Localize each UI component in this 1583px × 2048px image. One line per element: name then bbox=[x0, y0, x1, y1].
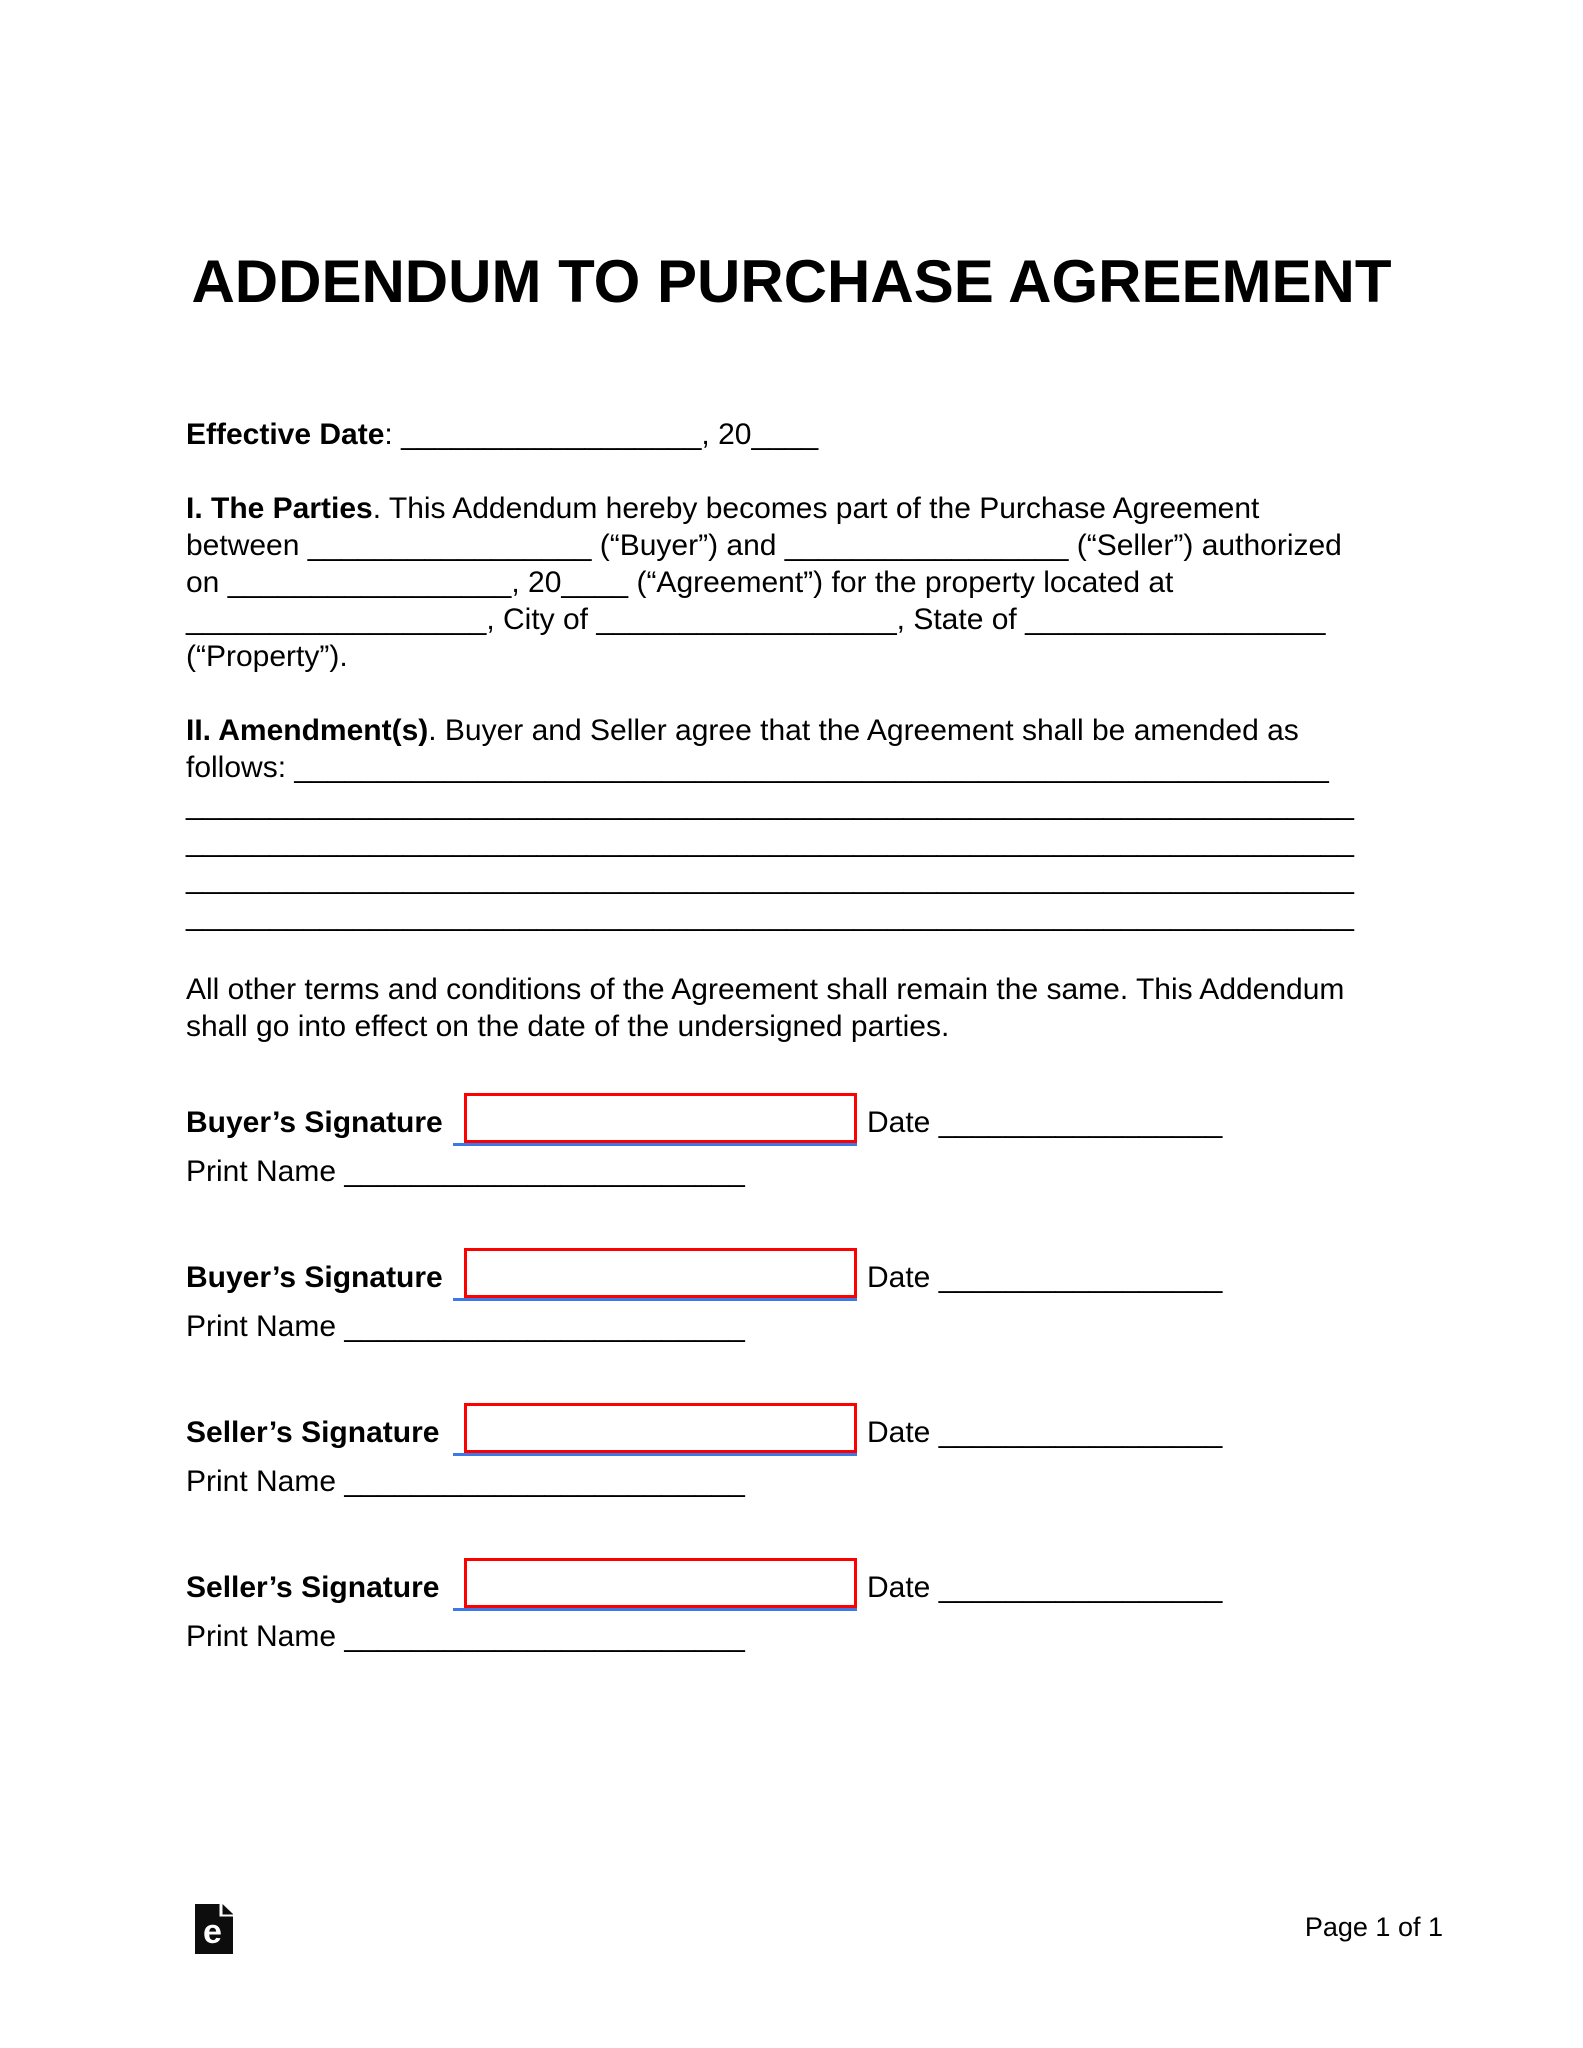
signature-row bbox=[186, 1403, 1397, 1453]
amendments-blank-line: ______________________________________________________________________ bbox=[186, 825, 1354, 858]
buyer-signature-block-2 bbox=[186, 1248, 1397, 1345]
parties-line-1: I. The Parties. This Addendum hereby becomes part of the Purchase Agreement bbox=[186, 492, 1260, 525]
signature-field[interactable] bbox=[464, 1248, 857, 1298]
amendments-paragraph bbox=[186, 712, 1397, 934]
seller-signature-block-1 bbox=[186, 1403, 1397, 1500]
signature-field[interactable] bbox=[464, 1093, 857, 1143]
date-blank: _________________ bbox=[938, 1261, 1223, 1294]
effective-date-line bbox=[186, 416, 1397, 453]
logo-letter: e bbox=[203, 1913, 222, 1951]
signature-row bbox=[186, 1093, 1397, 1143]
effective-date-label: Effective Date bbox=[186, 418, 385, 451]
signature-row bbox=[186, 1248, 1397, 1298]
buyer-signature-label: Buyer’s Signature bbox=[186, 1106, 443, 1139]
print-name-blank: ________________________ bbox=[344, 1465, 745, 1498]
eforms-logo-icon bbox=[195, 1904, 233, 1954]
date-blank: _________________ bbox=[938, 1106, 1223, 1139]
parties-line-3: on _________________, 20____ (“Agreement”) for the property located at bbox=[186, 566, 1174, 599]
date-line: Date _________________ bbox=[867, 1261, 1223, 1294]
date-blank: _________________ bbox=[938, 1416, 1223, 1449]
date-line: Date _________________ bbox=[867, 1571, 1223, 1604]
amendments-line-1: II. Amendment(s). Buyer and Seller agree that the Agreement shall be amended as bbox=[186, 714, 1299, 747]
print-name-line: Print Name ________________________ bbox=[186, 1620, 745, 1653]
print-name-line: Print Name ________________________ bbox=[186, 1465, 745, 1498]
signature-row bbox=[186, 1558, 1397, 1608]
parties-heading: I. The Parties bbox=[186, 492, 373, 525]
effective-date-blank: : __________________, 20____ bbox=[384, 418, 819, 451]
parties-paragraph bbox=[186, 490, 1397, 675]
amendments-blank-line: ______________________________________________________________________ bbox=[186, 899, 1354, 932]
page-number: Page 1 of 1 bbox=[1304, 1912, 1443, 1942]
parties-line-5: (“Property”). bbox=[186, 640, 348, 673]
amendments-blank-line: ______________________________________________________________________ bbox=[186, 788, 1354, 821]
date-line: Date _________________ bbox=[867, 1416, 1223, 1449]
seller-signature-label: Seller’s Signature bbox=[186, 1416, 440, 1449]
date-blank: _________________ bbox=[938, 1571, 1223, 1604]
print-name-line: Print Name ________________________ bbox=[186, 1155, 745, 1188]
terms-line-2: shall go into effect on the date of the undersigned parties. bbox=[186, 1010, 950, 1043]
seller-signature-block-2 bbox=[186, 1558, 1397, 1655]
amendments-line-2: follows: ______________________________________________________________ bbox=[186, 751, 1329, 784]
print-name-blank: ________________________ bbox=[344, 1620, 745, 1653]
amendments-blank-line: ______________________________________________________________________ bbox=[186, 862, 1354, 895]
date-line: Date _________________ bbox=[867, 1106, 1223, 1139]
buyer-signature-block-1 bbox=[186, 1093, 1397, 1190]
terms-line-1: All other terms and conditions of the Agreement shall remain the same. This Addendum bbox=[186, 973, 1345, 1006]
document-title: ADDENDUM TO PURCHASE AGREEMENT bbox=[191, 248, 1392, 315]
parties-line-4: __________________, City of __________________, State of __________________ bbox=[186, 603, 1326, 636]
signature-field[interactable] bbox=[464, 1558, 857, 1608]
print-name-blank: ________________________ bbox=[344, 1155, 745, 1188]
amendments-heading: II. Amendment(s) bbox=[186, 714, 429, 747]
print-name-blank: ________________________ bbox=[344, 1310, 745, 1343]
signature-field[interactable] bbox=[464, 1403, 857, 1453]
print-name-line: Print Name ________________________ bbox=[186, 1310, 745, 1343]
seller-signature-label: Seller’s Signature bbox=[186, 1571, 440, 1604]
buyer-signature-label: Buyer’s Signature bbox=[186, 1261, 443, 1294]
terms-paragraph bbox=[186, 971, 1397, 1045]
parties-line-2: between _________________ (“Buyer”) and _________________ (“Seller”) authorized bbox=[186, 529, 1342, 562]
